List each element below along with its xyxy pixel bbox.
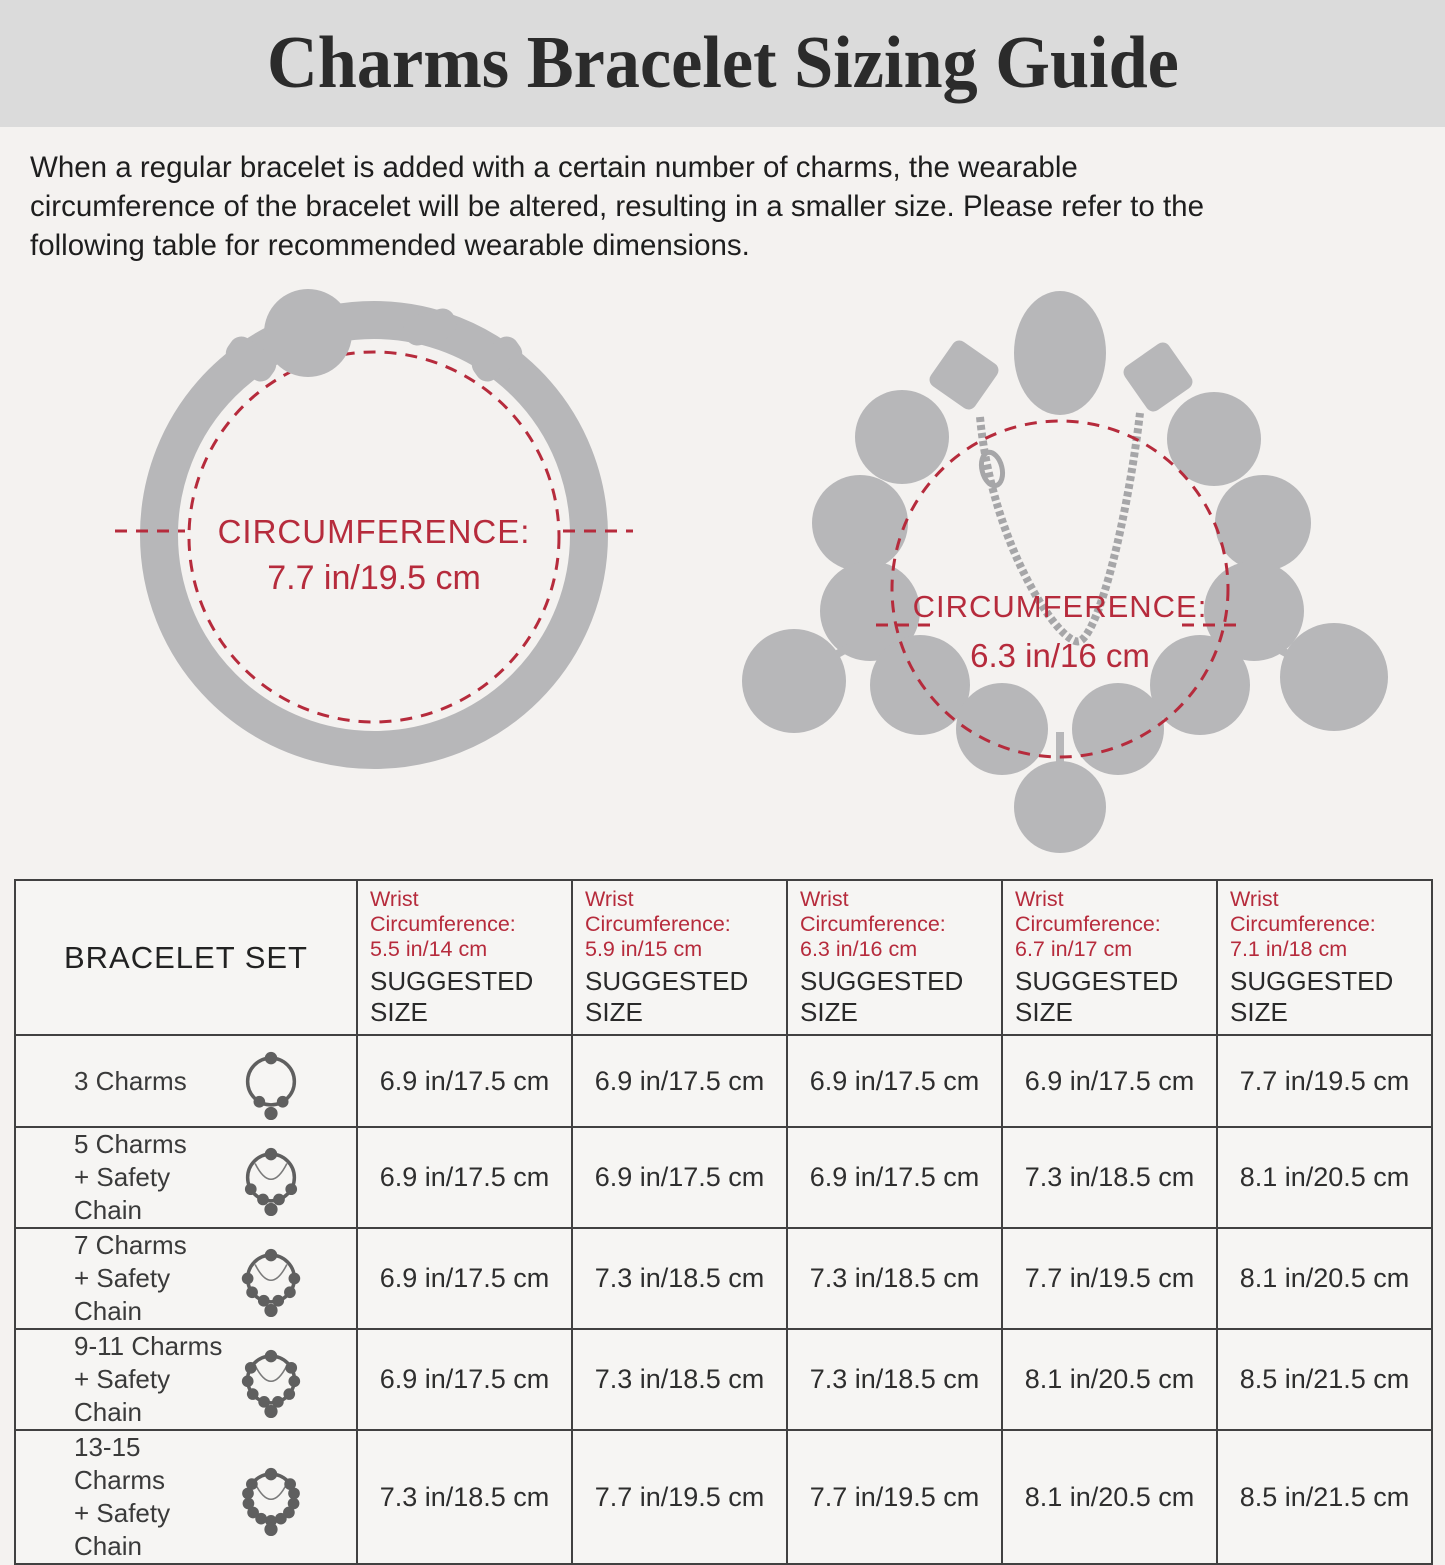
table-row: [15, 1127, 1432, 1228]
wrist-circumference-value: 5.9 in/15 cm: [585, 937, 703, 961]
wrist-circumference-value: 7.1 in/18 cm: [1230, 937, 1348, 961]
wrist-circumference-label: Wrist Circumference:: [800, 887, 946, 936]
size-cell: 7.3 in/18.5 cm: [1002, 1127, 1217, 1228]
charm-bead: [870, 635, 970, 735]
bracelet-set-label: 5 Charms + Safety Chain: [74, 1129, 187, 1225]
mini-charm-bead: [242, 1273, 254, 1285]
size-cell: 7.3 in/18.5 cm: [357, 1430, 572, 1564]
mini-charm-bead: [273, 1194, 285, 1206]
table-row: [15, 1228, 1432, 1329]
suggested-size-label: SUGGESTED SIZE: [585, 966, 749, 1027]
mini-clasp-bead: [265, 1467, 277, 1479]
mini-charm-bead: [245, 1183, 257, 1195]
sizing-table: [14, 879, 1433, 1565]
size-cell: 6.9 in/17.5 cm: [357, 1035, 572, 1127]
bracelet-set-cell: [15, 1430, 357, 1564]
wrist-circumference-value: 6.7 in/17 cm: [1015, 937, 1133, 961]
wrist-circumference-value: 6.3 in/16 cm: [800, 937, 918, 961]
mini-charm-bead: [284, 1286, 296, 1298]
page-title: Charms Bracelet Sizing Guide: [266, 22, 1179, 104]
mini-dangling-charm: [264, 1522, 277, 1535]
mini-charm-bead: [253, 1095, 265, 1107]
suggested-size-label: SUGGESTED SIZE: [800, 966, 964, 1027]
size-cell: 6.9 in/17.5 cm: [787, 1127, 1002, 1228]
bracelet-set-label: 3 Charms: [74, 1065, 187, 1096]
mini-bracelet-ring: [248, 1154, 295, 1201]
wrist-circumference-label: Wrist Circumference:: [585, 887, 731, 936]
wrist-circumference-label: Wrist Circumference:: [370, 887, 516, 936]
size-cell: 7.7 in/19.5 cm: [787, 1430, 1002, 1564]
mini-clasp-bead: [265, 1350, 277, 1362]
mini-charm-bead: [247, 1388, 259, 1400]
bracelet-set-icon: [232, 1238, 310, 1319]
mini-charm-bead: [242, 1375, 254, 1387]
circumference-value: 7.7 in/19.5 cm: [267, 559, 481, 597]
intro-line: following table for recommended wearable dimensions.: [30, 229, 750, 262]
table-row: [15, 1329, 1432, 1430]
mini-safety-chain: [255, 1264, 287, 1280]
mini-clasp-bead: [265, 1051, 277, 1063]
bracelet-set-label: 13-15 Charms + Safety Chain: [74, 1432, 171, 1561]
circumference-label: CIRCUMFERENCE:: [912, 589, 1208, 624]
size-cell: 8.1 in/20.5 cm: [1217, 1228, 1432, 1329]
mini-dangling-charm: [264, 1405, 277, 1418]
bracelet-clasp: [264, 289, 352, 377]
plain-bracelet-diagram: [58, 275, 680, 875]
dangling-charm: [1014, 761, 1106, 853]
charm-beads: [742, 291, 1388, 853]
intro-line: circumference of the bracelet will be altered, resulting in a smaller size. Please refer to the: [30, 190, 1204, 223]
wrist-circumference-label: Wrist Circumference:: [1015, 887, 1161, 936]
spacer-charm: [926, 337, 1001, 412]
mini-safety-chain: [255, 1163, 287, 1179]
suggested-size-label: SUGGESTED SIZE: [1230, 966, 1394, 1027]
size-cell: 7.3 in/18.5 cm: [787, 1329, 1002, 1430]
table-row: [15, 1430, 1432, 1564]
intro-paragraph: [30, 148, 1415, 265]
charm-bead: [855, 390, 949, 484]
size-cell: 7.7 in/19.5 cm: [572, 1430, 787, 1564]
mini-charm-bead: [257, 1194, 269, 1206]
size-cell: 7.7 in/19.5 cm: [1002, 1228, 1217, 1329]
bracelet-set-icon: [232, 1137, 310, 1218]
bracelet-set-cell: [15, 1127, 357, 1228]
size-cell: 6.9 in/17.5 cm: [357, 1329, 572, 1430]
table-header-row: [15, 880, 1432, 1035]
size-cell: 8.5 in/21.5 cm: [1217, 1430, 1432, 1564]
mini-charm-bead: [283, 1388, 295, 1400]
table-row: [15, 1035, 1432, 1127]
wrist-circumference-label: Wrist Circumference:: [1230, 887, 1376, 936]
size-cell: 7.7 in/19.5 cm: [1217, 1035, 1432, 1127]
charm-bead: [1072, 683, 1164, 775]
mini-dangling-charm: [264, 1304, 277, 1317]
mini-charm-bead: [246, 1286, 258, 1298]
mini-safety-chain: [255, 1365, 287, 1381]
mini-charm-bead: [289, 1273, 301, 1285]
size-cell: 6.9 in/17.5 cm: [357, 1127, 572, 1228]
mini-charm-bead: [288, 1487, 300, 1499]
wrist-circumference-value: 5.5 in/14 cm: [370, 937, 488, 961]
size-cell: 7.3 in/18.5 cm: [572, 1329, 787, 1430]
size-cell: 8.1 in/20.5 cm: [1002, 1329, 1217, 1430]
charm-bead: [1215, 475, 1311, 571]
mini-charm-bead: [275, 1512, 287, 1524]
diagrams-section: [0, 273, 1445, 875]
title-banner: [0, 0, 1445, 127]
size-cell: 8.1 in/20.5 cm: [1217, 1127, 1432, 1228]
suggested-size-label: SUGGESTED SIZE: [1015, 966, 1179, 1027]
size-cell: 7.3 in/18.5 cm: [572, 1228, 787, 1329]
charm-bracelet-diagram: [730, 277, 1445, 857]
bracelet-set-icon: [232, 1339, 310, 1420]
bracelet-set-cell: [15, 1228, 357, 1329]
bracelet-set-label: 9-11 Charms + Safety Chain: [74, 1331, 223, 1427]
mini-clasp-bead: [265, 1148, 277, 1160]
bracelet-set-cell: [15, 1035, 357, 1127]
clasp-charm: [1014, 291, 1106, 415]
size-cell: 6.9 in/17.5 cm: [357, 1228, 572, 1329]
mini-charm-bead: [246, 1478, 258, 1490]
dangling-charm: [1280, 623, 1388, 731]
circumference-value: 6.3 in/16 cm: [970, 637, 1150, 674]
mini-charm-bead: [245, 1362, 257, 1374]
dangling-charm: [742, 629, 846, 733]
mini-clasp-bead: [265, 1249, 277, 1261]
size-cell: 6.9 in/17.5 cm: [787, 1035, 1002, 1127]
mini-charm-bead: [288, 1375, 300, 1387]
mini-charm-bead: [243, 1497, 255, 1509]
size-cell: 6.9 in/17.5 cm: [572, 1127, 787, 1228]
size-cell: 6.9 in/17.5 cm: [572, 1035, 787, 1127]
column-header: [357, 880, 572, 1035]
mini-charm-bead: [285, 1183, 297, 1195]
size-cell: 8.5 in/21.5 cm: [1217, 1329, 1432, 1430]
column-header: [787, 880, 1002, 1035]
mini-dangling-charm: [264, 1203, 277, 1216]
mini-dangling-charm: [264, 1106, 277, 1119]
size-cell: 7.3 in/18.5 cm: [787, 1228, 1002, 1329]
size-cell: 6.9 in/17.5 cm: [1002, 1035, 1217, 1127]
size-cell: 8.1 in/20.5 cm: [1002, 1430, 1217, 1564]
charm-bead: [812, 475, 908, 571]
column-header: [1002, 880, 1217, 1035]
column-header: [1217, 880, 1432, 1035]
circumference-label: CIRCUMFERENCE:: [217, 513, 531, 550]
bracelet-set-cell: [15, 1329, 357, 1430]
bracelet-set-icon: [232, 1041, 310, 1122]
column-header: [572, 880, 787, 1035]
mini-bracelet-ring: [248, 1058, 295, 1105]
mini-charm-bead: [277, 1095, 289, 1107]
mini-safety-chain: [255, 1483, 287, 1499]
bracelet-set-label: 7 Charms + Safety Chain: [74, 1230, 187, 1326]
bracelet-set-icon: [232, 1457, 310, 1538]
intro-line: When a regular bracelet is added with a certain number of charms, the wearable: [30, 151, 1078, 184]
mini-charm-bead: [285, 1362, 297, 1374]
suggested-size-label: SUGGESTED SIZE: [370, 966, 534, 1027]
bracelet-set-header: BRACELET SET: [15, 880, 357, 1035]
